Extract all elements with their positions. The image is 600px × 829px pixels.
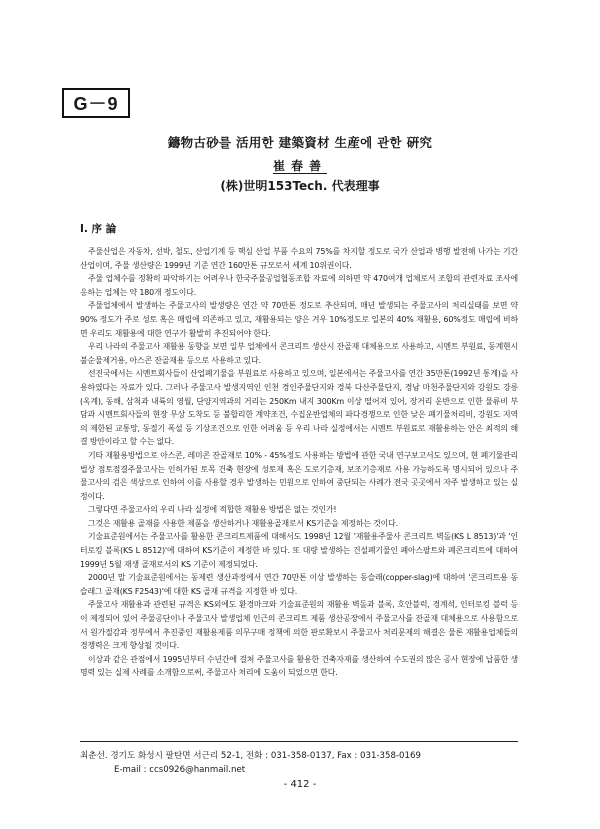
paragraph: 이상과 같은 관점에서 1995년부터 수년간에 걸쳐 주물고사를 활용한 건축자재를 생산하여 수도권의 많은 공사 현장에 납품한 생명력 있는 실제 사례를 소개함으로써, 주물고사 처리에 도움이 되었으면 한다. — [80, 654, 518, 678]
section-heading: Ⅰ. 序 論 — [80, 223, 117, 235]
paper-title: 鑄物古砂를 活用한 建築資材 生産에 관한 硏究 — [167, 135, 433, 150]
author-name-text: 崔春善 — [272, 159, 327, 173]
page-number: - 412 - — [283, 779, 317, 790]
footer — [80, 749, 520, 777]
paragraph: 2000년 말 기술표준원에서는 동제련 생산과정에서 연간 70만톤 이상 발생하는 동슬래(copper-slag)에 대하여 '콘크리트용 동슬래그 골재(KS F2543)'에 대한 KS 골재 규격을 지정한 바 있다. — [80, 573, 518, 596]
paragraph: 기타 재활용방법으로 아스콘, 레미콘 잔골재로 10% - 45%정도 사용하는 방법에 관한 국내 연구보고서도 있으며, 현 폐기물관리법상 점토점결주물고사는 인허가된 토목 건축 현장에 성토재 혹은 도로기층재, 보조기층재로 사용 가능하도록 명시되어 있으나 주물고사의 검은 색상으로 인하여 이를 사용할 경우 발생하는 민원으로 인하여 중단되는 사례가 전국 곳곳에서 자주 발생하고 있는 실정이다. — [80, 450, 518, 501]
paragraph: 주물업체에서 발생하는 주물고사의 발생량은 연간 약 70만톤 정도로 추산되며, 매년 발생되는 주물고사의 처리실태를 보면 약 90% 정도가 주로 성토 혹은 매립에 의존하고 있고, 재활용되는 양은 겨우 10%정도로 일본의 40% 재활용, 60%정도 매립에 비하면 우리도 재활용에 대한 연구가 활발히 추진되어야 한다. — [80, 301, 518, 338]
author-name — [0, 157, 600, 174]
footer-contact: 최춘선. 경기도 화성시 팔탄면 서근리 52-1, 전화 : 031-358-0137, Fax : 031-358-0169 — [80, 751, 421, 761]
footer-email: E-mail : ccs0926@hanmail.net — [114, 765, 246, 775]
footer-divider — [80, 741, 518, 742]
paragraph: 그것은 재활용 골재를 사용한 제품을 생산하거나 재활용골재로서 KS기준을 제정하는 것이다. — [88, 518, 398, 528]
paragraph: 선진국에서는 시멘트회사들이 산업폐기물을 부원료로 사용하고 있으며, 일본에서는 주물고사를 연간 35만톤(1992년 통계)을 사용하였다는 자료가 있다. 그러나 주물고사 발생지역인 인천 경인주물단지와 경북 다산주물단지, 경남 마천주물단지와 강원도 강릉(옥계), 동해, 삼척과 내륙의 영월, 단양지역과의 거리는 250Km 내지 300Km 이상 떨어져 있어, 장거리 운반으로 인한 물류비 부담과 시멘트회사들의 현장 무상 도착도 등 불합리한 계약조건, 수집운반업체의 파다경쟁으로 인한 낮은 폐기물처리비, 강원도 지역의 제한된 교통망, 동절기 폭설 등 기상조건으로 인한 어려움 등 우리 나라 실정에서는 시멘트 부원료로 재활용하는 안은 최적의 해결 방안이라고 할 수는 없다. — [80, 369, 518, 447]
paragraph: 그렇다면 주물고사의 우리 나라 실정에 적합한 재활용 방법은 없는 것인가! — [88, 505, 337, 515]
paragraph: 우리 나라의 주물고사 재활용 동향을 보면 일부 업체에서 콘크리트 생산시 잔골재 대체용으로 사용하고, 시멘트 부원료, 동계현시 불순물제거용, 아스콘 잔골재용 등으로 사용하고 있다. — [80, 342, 518, 365]
session-code-box: G－9 — [62, 88, 130, 118]
author-affiliation: (株)世明153Tech. 代表理事 — [220, 179, 380, 193]
paragraph: 주물산업은 자동차, 선박, 철도, 산업기계 등 핵심 산업 부품 수요의 75%를 차지할 정도로 국가 산업과 병행 발전해 나가는 기간산업이며, 주물 생산량은 1999년 기준 연간 160만톤 규모로서 세계 10위권이다. — [80, 247, 518, 270]
paragraph: 기술표준원에서는 주물고사를 활용한 콘크리트제품에 대해서도 1998년 12월 '재활용주물사 콘크리트 벽돌(KS L 8513)'과 '인터로킹 블록(KS L 8512)'에 대하여 KS기준이 제정한 바 있다. 또 대량 발생하는 건설폐기물인 폐아스팔트와 폐콘크리트에 대하여 1999년 5월 재생 골재로서의 KS 기준이 제정되었다. — [80, 532, 518, 569]
paragraph: 주물고사 재활용과 관련된 규격은 KS외에도 환경마크와 기술표준원의 재활용 벽돌과 블록, 호안블럭, 경계석, 인터로킹 블럭 등이 제정되어 있어 주물공단이나 주물고사 발생업체 인근의 콘크리트 제품 생산공장에서 주물고사를 잔골재 대체용으로 사용함으로서 원가절감과 정부에서 추진중인 재활용제품 의무구매 정책에 의한 판로확보시 주물고사 처리문제의 해결은 물론 재활용업체들의 경쟁력은 크게 향상될 것이다. — [80, 600, 518, 651]
paragraph: 주물 업체수를 정확히 파악하기는 어려우나 한국주물공업협동조합 자료에 의하면 약 470여개 업체로서 조합의 관련자료 조사에 응하는 업체는 약 180개 정도이다. — [80, 274, 518, 297]
body-text — [80, 245, 518, 680]
